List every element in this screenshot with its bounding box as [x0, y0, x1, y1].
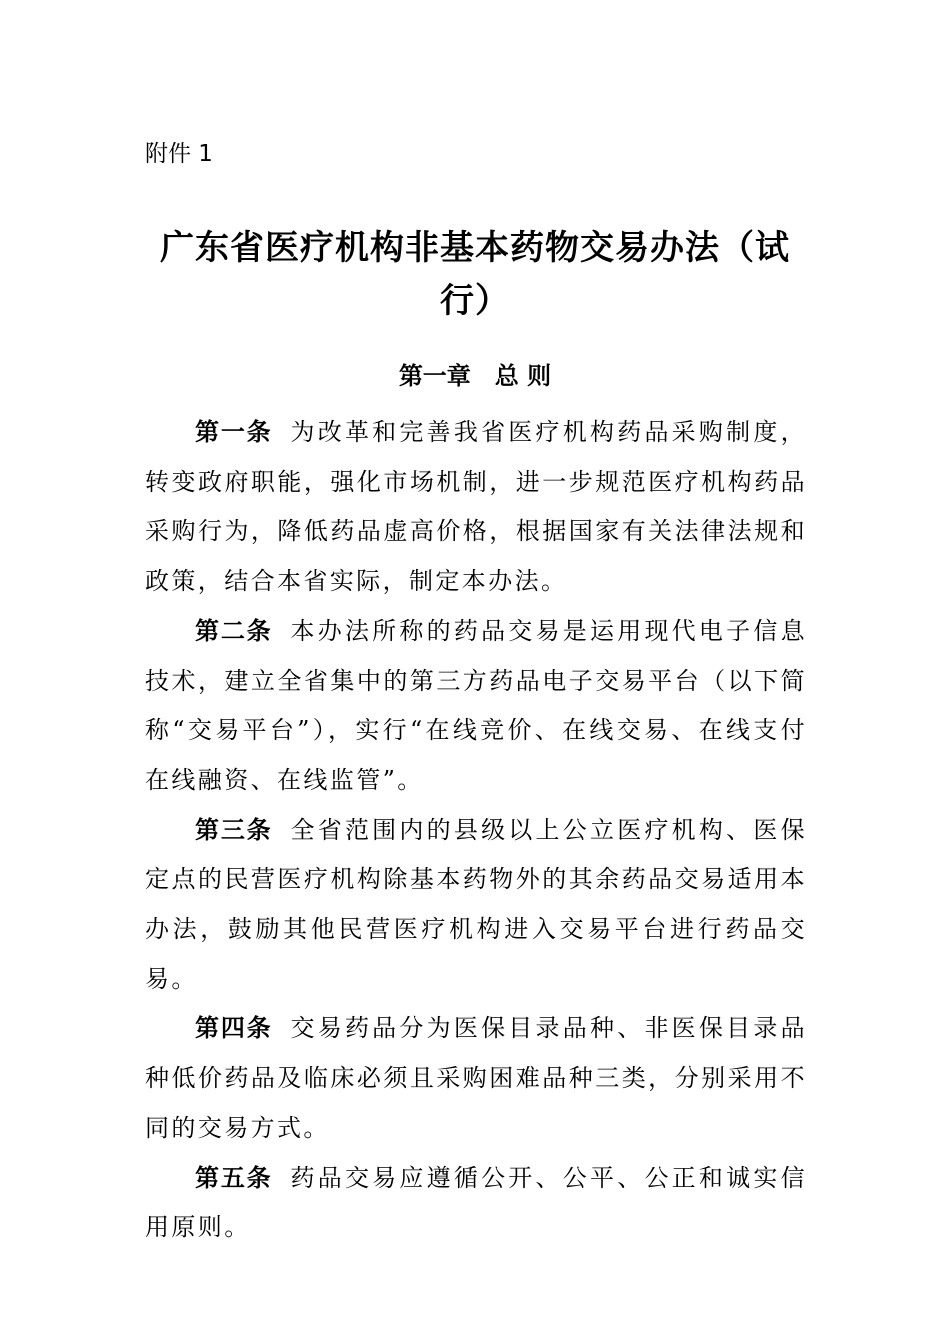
document-body — [145, 408, 807, 1253]
article-5 — [145, 1154, 807, 1253]
article-number: 第二条 — [195, 616, 273, 645]
article-text: 交易药品分为医保目录品种、非医保目录品种低价药品及临床必须且采购困难品种三类，分别采用不同的交易方式。 — [145, 1014, 807, 1142]
article-number: 第四条 — [195, 1014, 273, 1043]
article-2 — [145, 607, 807, 806]
article-4 — [145, 1004, 807, 1153]
article-number: 第一条 — [195, 418, 273, 446]
chapter-heading: 第一章 总 则 — [398, 362, 552, 390]
article-text: 药品交易应遵循公开、公平、公正和诚实信用原则。 — [145, 1163, 807, 1242]
article-text: 全省范围内的县级以上公立医疗机构、医保定点的民营医疗机构除基本药物外的其余药品交易适用本办法，鼓励其他民营医疗机构进入交易平台进行药品交易。 — [145, 815, 807, 993]
article-text: 为改革和完善我省医疗机构药品采购制度，转变政府职能，强化市场机制，进一步规范医疗机构药品采购行为，降低药品虚高价格，根据国家有关法律法规和政策，结合本省实际，制定本办法。 — [145, 418, 807, 596]
article-1 — [145, 408, 807, 607]
article-number: 第三条 — [195, 815, 273, 844]
article-text: 本办法所称的药品交易是运用现代电子信息技术，建立全省集中的第三方药品电子交易平台（以下简称“交易平台”），实行“在线竞价、在线交易、在线支付在线融资、在线监管”。 — [145, 616, 807, 794]
article-3 — [145, 806, 807, 1005]
article-number: 第五条 — [195, 1163, 273, 1192]
document-title: 广东省医疗机构非基本药物交易办法（试行） — [160, 228, 790, 321]
attachment-label: 附件 1 — [145, 141, 213, 167]
